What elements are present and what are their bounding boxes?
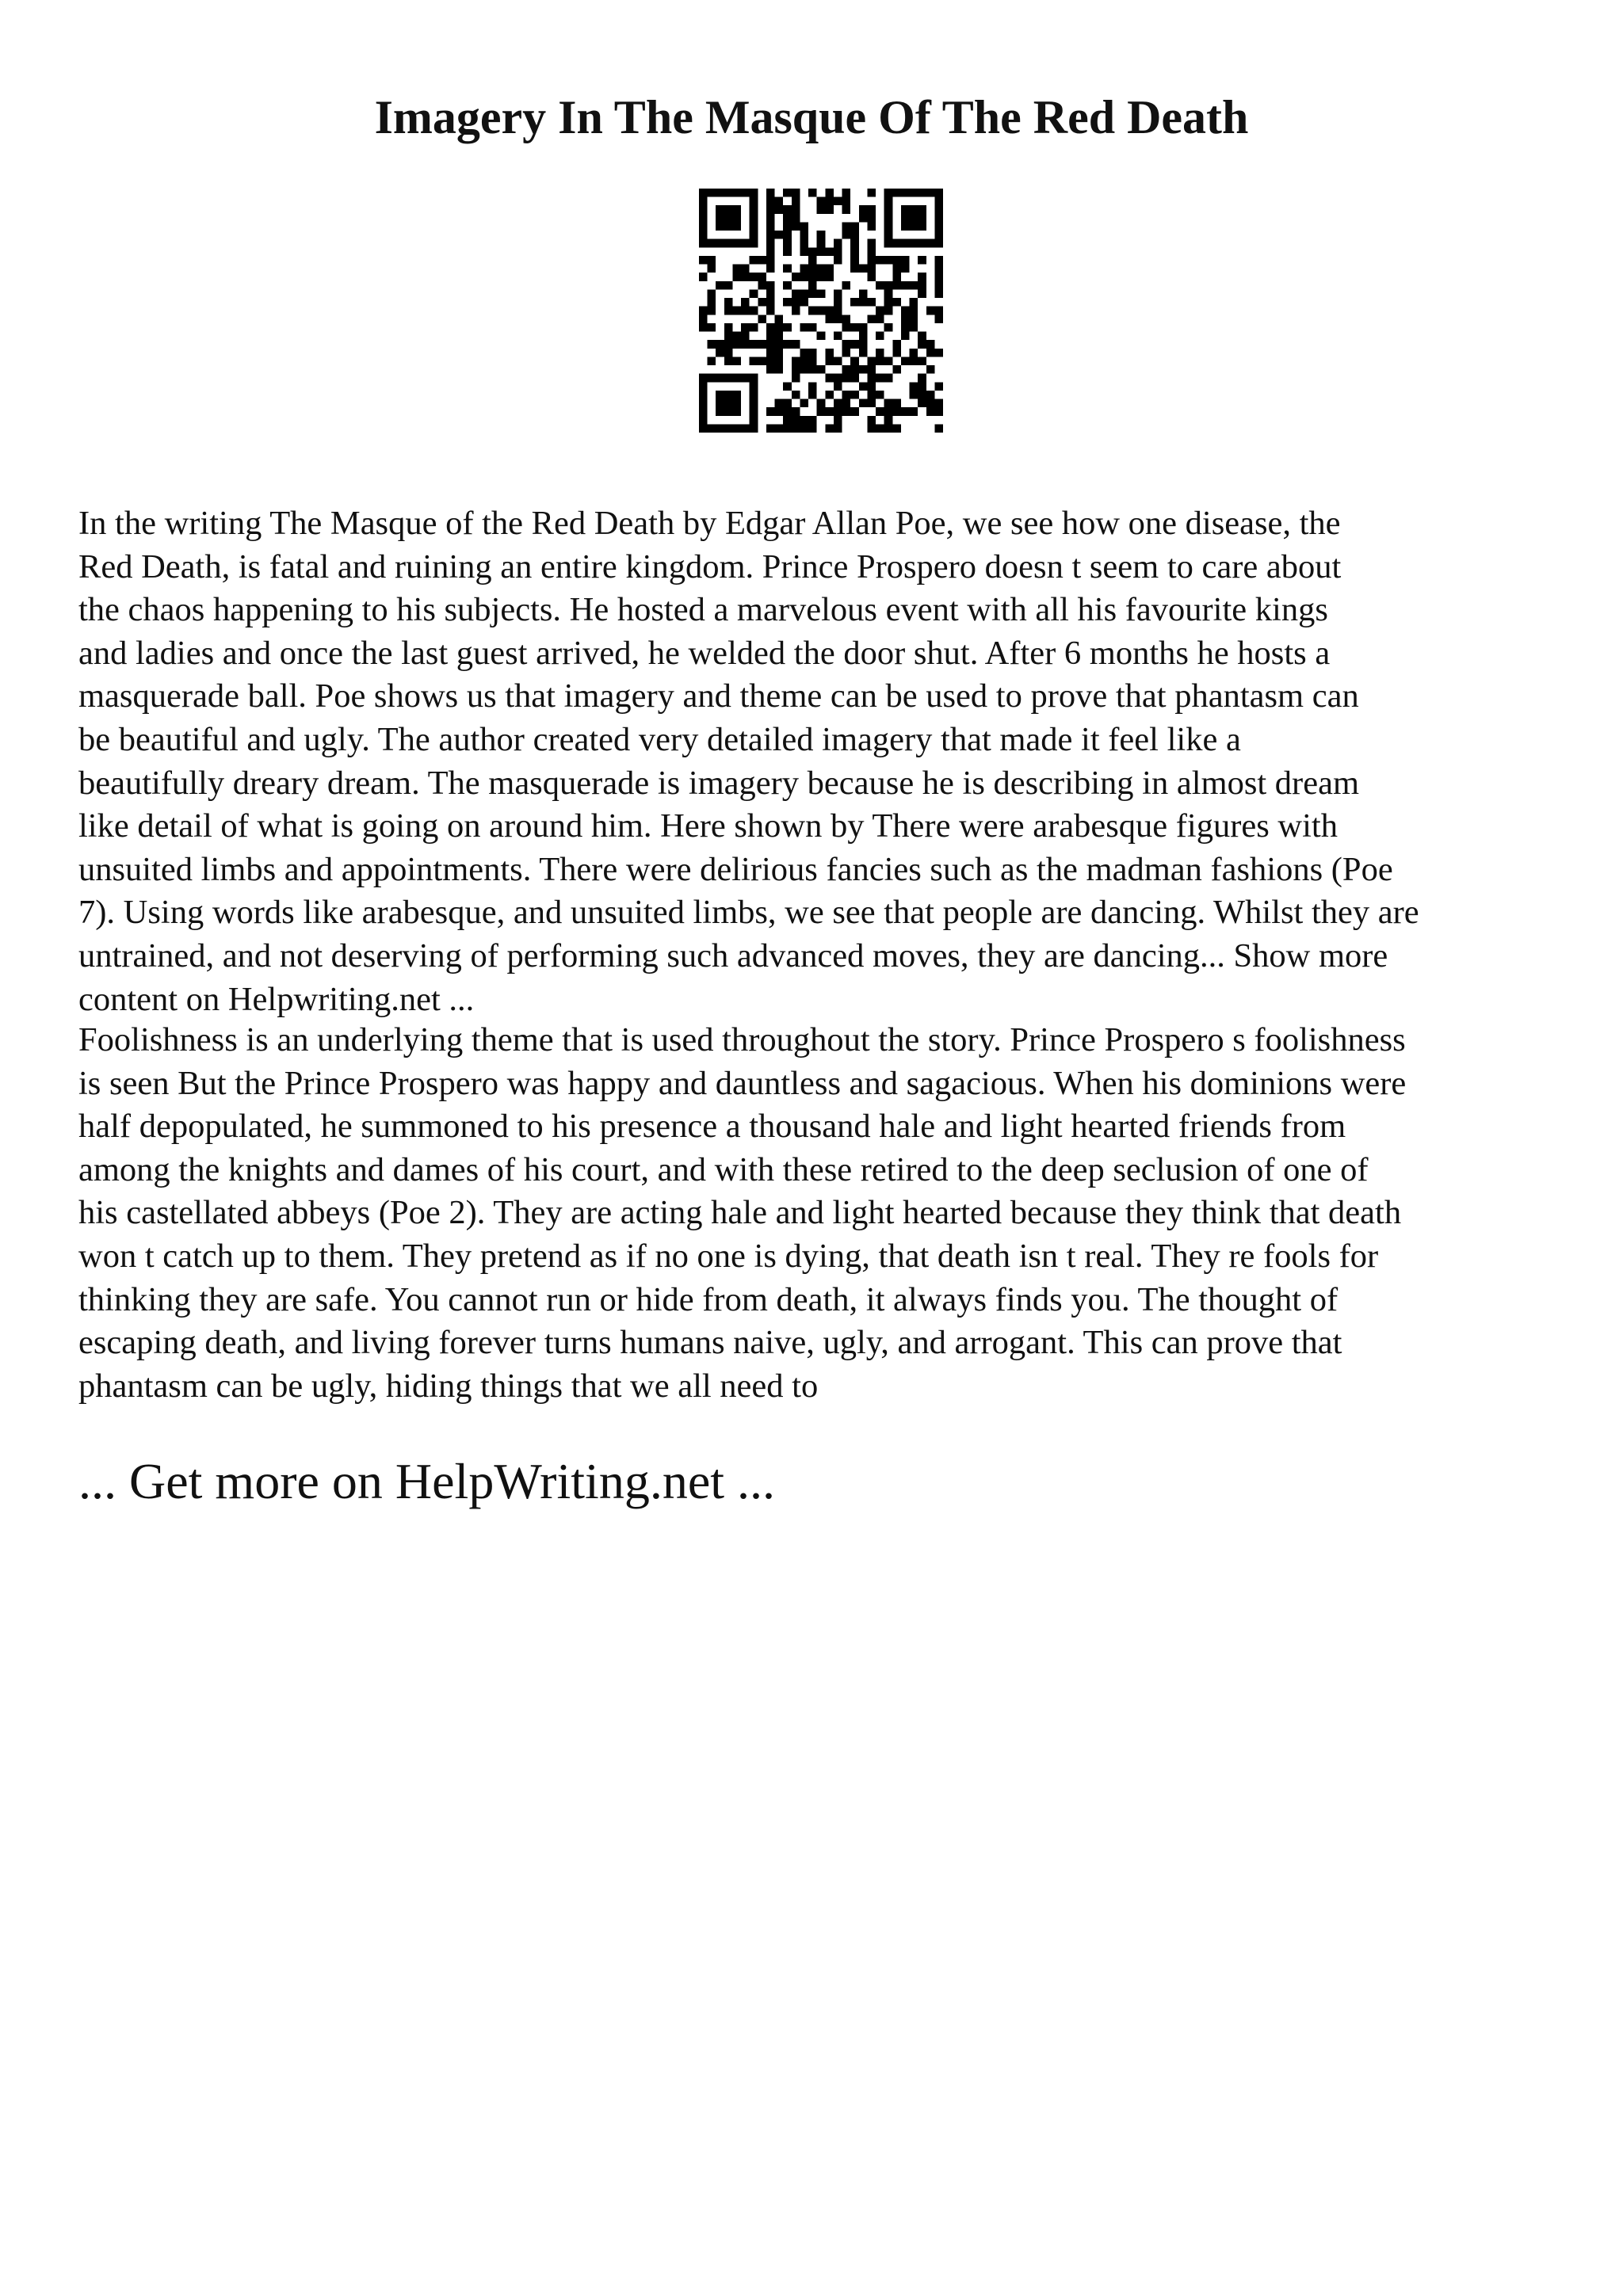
get-more-link[interactable]: ... Get more on HelpWriting.net ... xyxy=(78,1453,775,1509)
page-title: Imagery In The Masque Of The Red Death xyxy=(374,91,1249,143)
qr-code-icon xyxy=(699,189,943,433)
paragraph-intro: In the writing The Masque of the Red Death by Edgar Allan Poe, we see how one disease, the Red Death, is fatal and ruining an entire kingdom. Prince Prospero doesn t seem to care about the chaos happening to his subjects. He hosted a marvelous event with all his favourite kings and ladies and once the last guest arrived, he welded the door shut. After 6 months he hosts a masquerade ball. Poe shows us that imagery and theme can be used to prove that phantasm can be beautiful and ugly. The author created very detailed imagery that made it feel like a beautifully dreary dream. The masquerade is imagery because he is describing in almost dream like detail of what is going on around him. Here shown by There were arabesque figures with unsuited limbs and appointments. There were delirious fancies such as the madman fashions (Poe 7). Using words like arabesque, and unsuited limbs, we see that people are dancing. Whilst they are untrained, and not deserving of performing such advanced moves, they are dancing... Show more content on Helpwriting.net ... xyxy=(78,505,1419,1018)
paragraph-foolishness: Foolishness is an underlying theme that is used throughout the story. Prince Prospero s foolishness is seen But the Prince Prospero was happy and dauntless and sagacious. When his dominions were half depopulated, he summoned to his presence a thousand hale and light hearted friends from among the knights and dames of his court, and with these retired to the deep seclusion of one of his castellated abbeys (Poe 2). They are acting hale and light hearted because they think that death won t catch up to them. They pretend as if no one is dying, that death isn t real. They re fools for thinking they are safe. You cannot run or hide from death, it always finds you. The thought of escaping death, and living forever turns humans naive, ugly, and arrogant. This can prove that phantasm can be ugly, hiding things that we all need to xyxy=(78,1021,1407,1405)
